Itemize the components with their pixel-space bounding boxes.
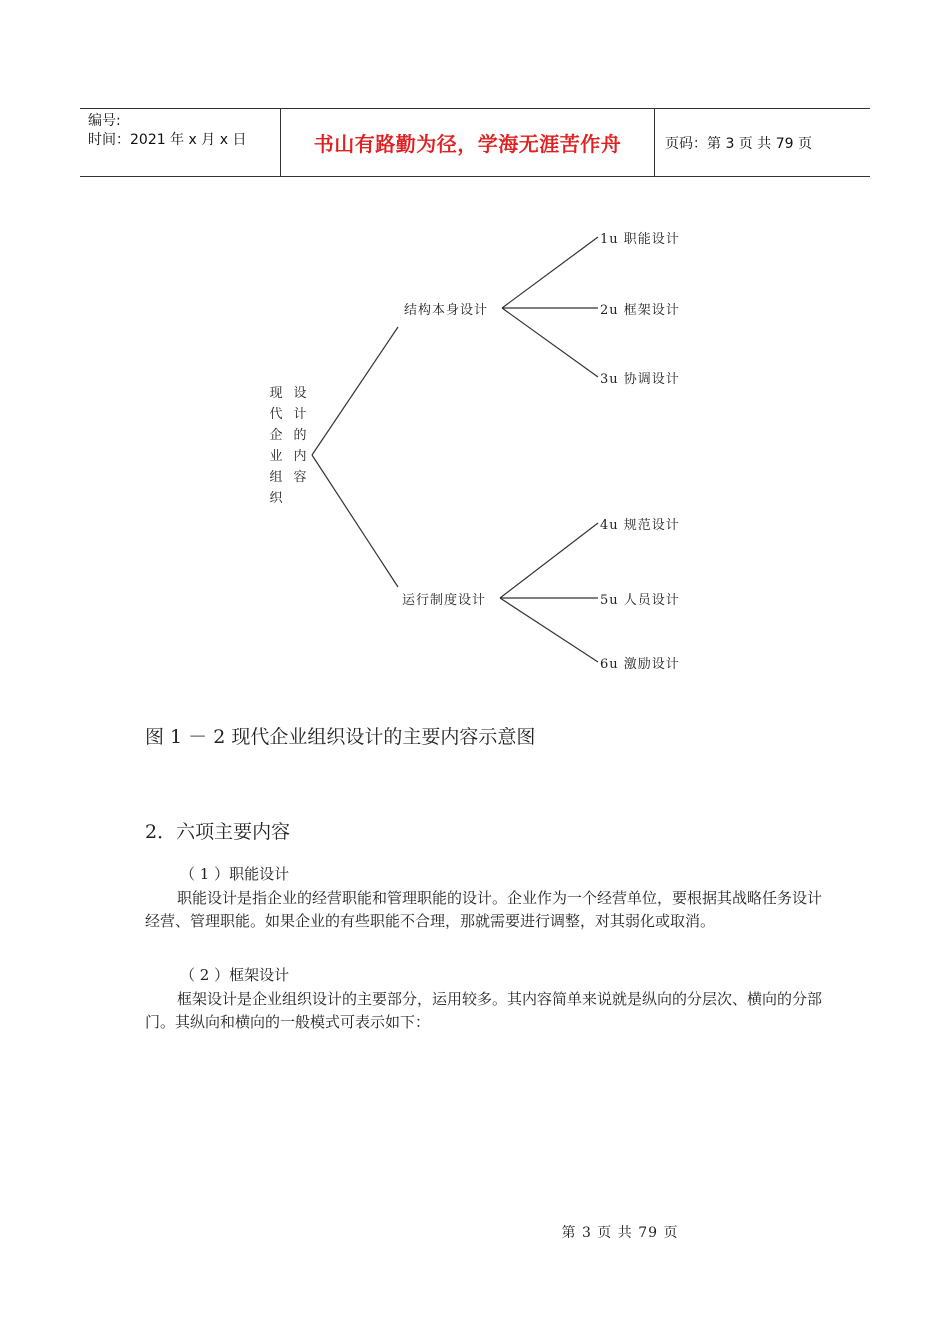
- line-root-top: [312, 327, 398, 455]
- root-label-col2: 设计的内容: [293, 386, 307, 485]
- header-meta: [80, 109, 281, 176]
- subheading-function-design: （ 1 ）职能设计: [180, 865, 290, 883]
- leaf-framework-design: 2u 框架设计: [600, 303, 680, 318]
- line-root-bottom: [312, 455, 398, 587]
- line-bottom-leaf6: [500, 598, 598, 662]
- leaf-incentive-design: 6u 激励设计: [600, 657, 680, 672]
- root-label-col1: 现代企业组织: [269, 386, 283, 506]
- branch-operation-design: 运行制度设计: [402, 593, 487, 608]
- org-design-diagram: [240, 215, 710, 685]
- header-page-number: 页码：第 3 页 共 79 页: [665, 135, 812, 152]
- line-top-leaf3: [502, 308, 598, 377]
- paragraph-framework-design: 框架设计是企业组织设计的主要部分，运用较多。其内容简单来说就是纵向的分层次、横向的分部门。其纵向和横向的一般模式可表示如下：: [145, 990, 823, 1031]
- subheading-framework-design: （ 2 ）框架设计: [180, 966, 290, 984]
- leaf-coordination-design: 3u 协调设计: [600, 372, 680, 387]
- leaf-personnel-design: 5u 人员设计: [600, 593, 680, 608]
- line-bottom-leaf4: [500, 523, 598, 598]
- page-header: [80, 108, 870, 177]
- line-top-leaf1: [502, 237, 598, 308]
- paragraph-function-design: 职能设计是指企业的经营职能和管理职能的设计。企业作为一个经营单位，要根据其战略任务设计经营、管理职能。如果企业的有些职能不合理，那就需要进行调整，对其弱化或取消。: [145, 889, 823, 930]
- leaf-standard-design: 4u 规范设计: [600, 518, 680, 533]
- figure-caption: 图 1 － 2 现代企业组织设计的主要内容示意图: [145, 726, 536, 748]
- document-number-label: 编号:: [88, 113, 121, 129]
- document-time-label: 时间：2021 年 x 月 x 日: [88, 132, 247, 148]
- diagram-lines: [240, 215, 710, 685]
- page-footer: 第 3 页 共 79 页: [561, 1225, 679, 1241]
- leaf-function-design: 1u 职能设计: [600, 232, 680, 247]
- section-title: 2．六项主要内容: [145, 821, 291, 843]
- header-motto: 书山有路勤为径，学海无涯苦作舟: [281, 109, 655, 176]
- branch-structure-design: 结构本身设计: [404, 303, 489, 318]
